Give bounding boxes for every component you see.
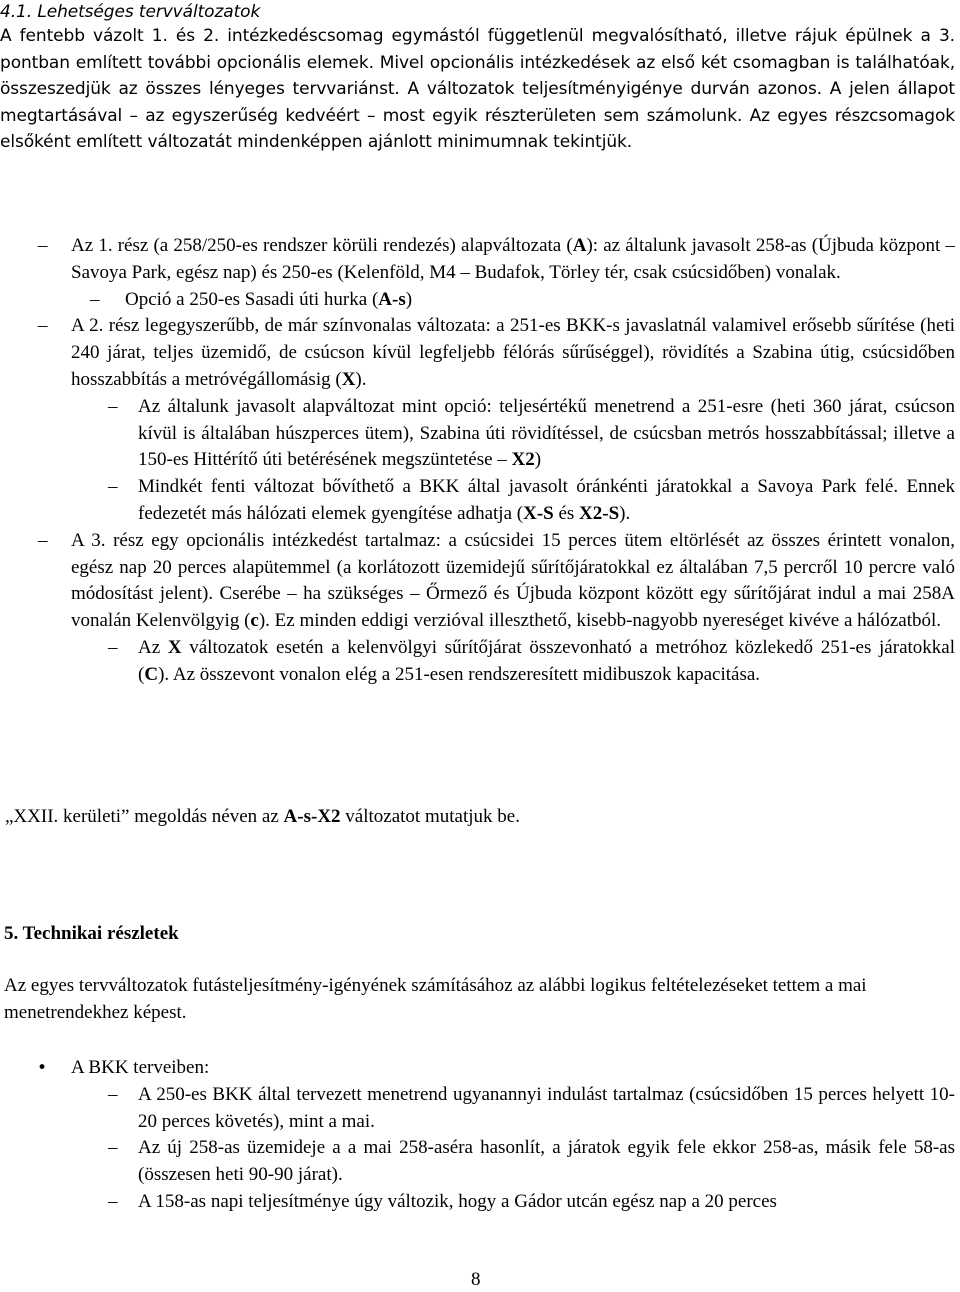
bkk-label: A BKK terveiben: <box>71 1057 210 1078</box>
variant-code: A <box>572 235 587 256</box>
dash-marker: – <box>108 395 118 417</box>
variant-text: A 2. rész legegyszerűbb, de már színvonalas változata: a 251-es BKK-s javaslatnál valamivel erősebb sűrítése (heti 240 járat, teljes üzemidő, de csúcson kívül legfeljebb félórás sűrűséggel), rövidítés a Szabina útig, csúcsidőben hosszabbítás a metróvégállomásig (X). <box>71 315 955 390</box>
variant-text: Mindkét fenti változat bővíthető a BKK által javasolt óránkénti járatokkal a Savoya Park felé. Ennek fedezetét más hálózati elemek gyengítése adhatja (X-S és X2-S). <box>138 476 955 524</box>
bkk-subitem-text: A 158-as napi teljesítménye úgy változik, hogy a Gádor utcán egész nap a 20 perces <box>138 1190 777 1212</box>
variant-text: Az 1. rész (a 258/250-es rendszer körüli rendezés) alapváltozata (A): az általunk javasolt 258-as (Újbuda központ – Savoya Park, egész nap) és 250-es (Kelenföld, M4 – Budafok, Törley tér, csak csúcsidőben) vonalak. <box>71 235 955 283</box>
variant-code: X2 <box>511 449 535 471</box>
dash-marker: – <box>38 315 48 337</box>
variant-item-part2 <box>0 313 955 527</box>
page-number: 8 <box>471 1269 481 1290</box>
variant-code: C <box>144 663 159 685</box>
bullet-marker: • <box>37 1058 48 1078</box>
variant-text: A 3. rész egy opcionális intézkedést tartalmaz: a csúcsidei 15 perces ütem eltörlését az összes érintett vonalon, egész nap 20 perces alapütemmel (a korlátozott üzemidejű sűrítőjáratokkal ez általában 7,5 percről 10 percre való módosítást jelent). Cserébe – ha szükséges – Őrmező és Újbuda központ között egy sűrítőjárat indul a mai 258A vonalán Kelenvölgyig (c). Ez minden eddigi verzióval illeszthető, kisebb-nagyobb nyereséget kivéve a hálózatból. <box>71 529 955 632</box>
dash-marker: – <box>38 235 48 256</box>
variant-list <box>0 233 955 689</box>
variant-code: X-S <box>523 502 554 524</box>
bkk-list-item <box>0 1055 955 1216</box>
variant-code: X <box>167 636 182 658</box>
dash-marker: – <box>108 1190 118 1212</box>
variant-subitem <box>71 474 955 528</box>
dash-marker: – <box>108 1083 118 1105</box>
dash-marker: – <box>108 636 118 658</box>
bkk-subitem <box>71 1082 955 1136</box>
variant-text: Az X változatok esetén a kelenvölgyi sűrítőjárat összevonható a metróhoz közlekedő 251-es járatokkal (C). Az összevont vonalon elég a 251-esen rendszeresített midibuszok kapacitása. <box>138 636 955 685</box>
bkk-subitem-text: Az új 258-as üzemideje a a mai 258-aséra hasonlít, a járatok egyik fele ekkor 258-as, másik fele 58-as (összesen heti 90-90 járat). <box>138 1137 955 1186</box>
dash-marker: – <box>38 529 48 551</box>
variant-subitem-option <box>71 287 955 314</box>
variant-text: Opció a 250-es Sasadi úti hurka (A-s) <box>125 288 413 310</box>
tech-intro-paragraph: Az egyes tervváltozatok futásteljesítmény-igényének számításához az alábbi logikus feltételezéseket tettem a mai menetrendekhez képest. <box>4 975 867 1023</box>
bkk-subitem <box>71 1189 955 1216</box>
intro-paragraph: A fentebb vázolt 1. és 2. intézkedéscsomag egymástól függetlenül megvalósítható, illetve rájuk épülnek a 3. pontban említett további opcionális elemek. Mivel opcionális intézkedések az első két csomagban is találhatóak, összeszedjük az összes lényeges tervvariánst. A változatok teljesítményigénye durván azonos. A jelen állapot megtartásával – az egyszerűség kedvéért – most egyik részterületen sem számolunk. Az egyes részcsomagok elsőként említett változatát mindenképpen ajánlott minimumnak tekintjük. <box>0 26 955 153</box>
variant-item-part3 <box>0 528 955 689</box>
variant-code: A-s-X2 <box>283 806 341 827</box>
variant-subitem <box>71 394 955 474</box>
variant-code: A-s <box>378 288 406 310</box>
dash-marker: – <box>90 288 100 310</box>
variant-item-part1 <box>0 233 955 313</box>
variant-code: X2-S <box>579 502 620 524</box>
variant-code: X <box>341 368 356 390</box>
variant-code: c <box>250 610 259 632</box>
bkk-subitem <box>71 1135 955 1189</box>
conclusion-paragraph: „XXII. kerületi” megoldás néven az A-s-X2 változatot mutatjuk be. <box>5 806 520 827</box>
dash-marker: – <box>108 1137 118 1159</box>
dash-marker: – <box>108 476 118 498</box>
tech-section-heading: 5. Technikai részletek <box>4 923 179 944</box>
bkk-list <box>0 1055 955 1216</box>
variant-text: Az általunk javasolt alapváltozat mint opció: teljesértékű menetrend a 251-esre (heti 360 járat, csúcson kívül is általában húszperces ütem), Szabina úti rövidítéssel, de csúcsban metrós hosszabbítással; illetve a 150-es Hittérítő úti betérésének megszüntetése – X2) <box>138 395 955 471</box>
bkk-subitem-text: A 250-es BKK által tervezett menetrend ugyanannyi indulást tartalmaz (csúcsidőben 15 perces helyett 10-20 perces követés), mint a mai. <box>138 1083 955 1132</box>
section-heading: 4.1. Lehetséges tervváltozatok <box>0 2 261 22</box>
variant-subitem <box>71 635 955 689</box>
